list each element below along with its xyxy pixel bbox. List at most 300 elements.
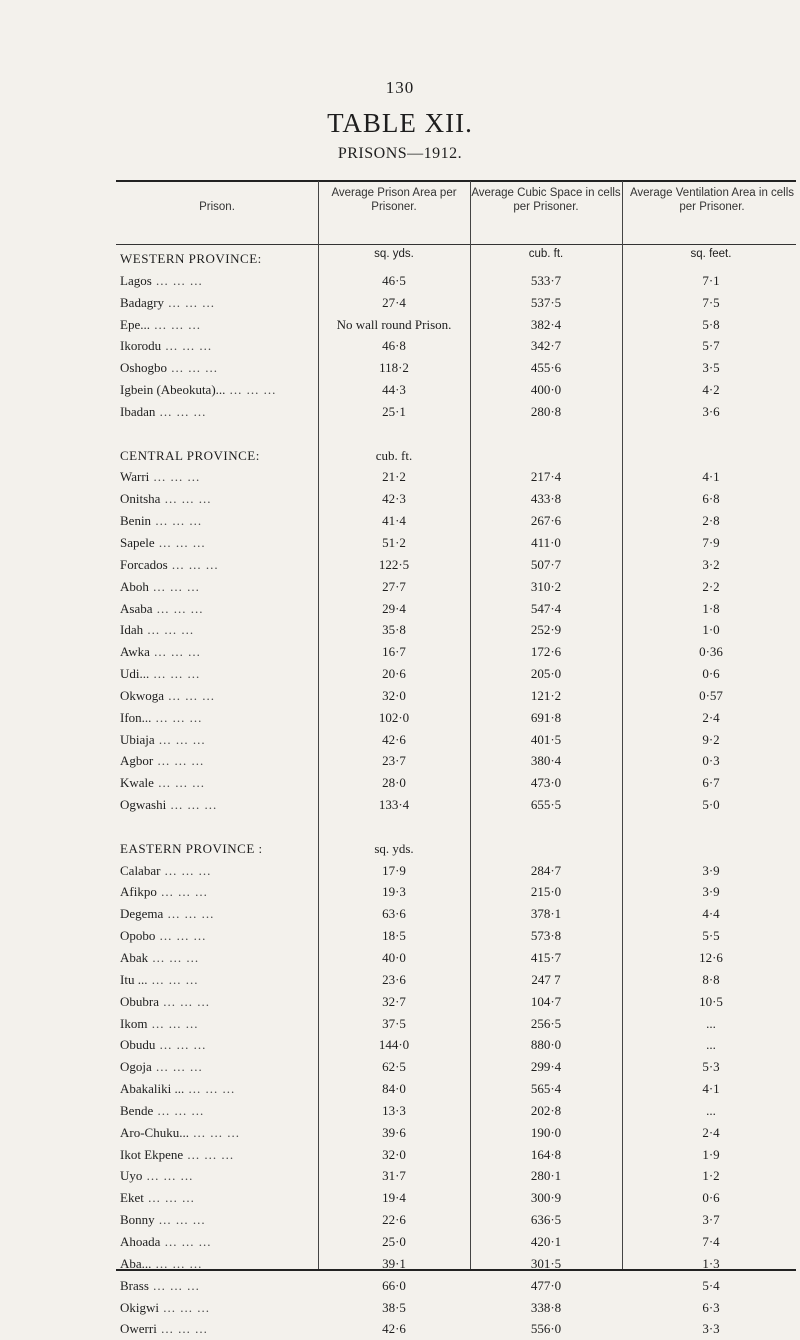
ventilation-area-cell: 7·4 bbox=[702, 1233, 720, 1249]
ventilation-area-cell: 0·57 bbox=[699, 687, 723, 703]
ventilation-area-cell: 2·4 bbox=[702, 1124, 720, 1140]
cubic-space-cell: 256·5 bbox=[530, 1015, 562, 1031]
prison-area-cell: 28·0 bbox=[382, 775, 406, 791]
ventilation-area-cell: 7·1 bbox=[702, 272, 720, 288]
prison-name-text: Onitsha bbox=[120, 491, 161, 507]
cubic-space-cell: 473·0 bbox=[530, 775, 562, 791]
prison-area-cell: 25·1 bbox=[382, 403, 406, 419]
cubic-space-cell: 433·8 bbox=[530, 491, 562, 507]
cubic-space-cell: 300·9 bbox=[530, 1190, 562, 1206]
ventilation-area-cell: 9·2 bbox=[702, 731, 720, 747]
prison-area-cell: 41·4 bbox=[382, 513, 406, 529]
prison-name-text: Badagry bbox=[120, 294, 165, 310]
prison-name bbox=[120, 947, 315, 969]
prison-name bbox=[120, 707, 315, 729]
table-row bbox=[0, 881, 800, 903]
cubic-space-cell: 280·1 bbox=[530, 1168, 562, 1184]
prison-name-text: Degema bbox=[120, 906, 164, 922]
prison-name-text: Aba... bbox=[120, 1255, 152, 1271]
table-row bbox=[0, 1253, 800, 1275]
leader-dots: ... ... ... bbox=[151, 272, 203, 288]
table-row bbox=[0, 991, 800, 1013]
table-row bbox=[0, 1209, 800, 1231]
prison-name-text: Abak bbox=[120, 950, 149, 965]
table-row bbox=[0, 794, 800, 816]
cubic-space-cell: 310·2 bbox=[530, 578, 562, 594]
ventilation-area-cell: 2·4 bbox=[702, 709, 720, 725]
prison-name bbox=[120, 772, 315, 794]
prison-area-cell: 27·4 bbox=[382, 294, 406, 310]
ventilation-area-cell: 5·3 bbox=[702, 1059, 720, 1075]
leader-dots: ... ... ... bbox=[151, 1059, 203, 1075]
cubic-space-cell: 382·4 bbox=[530, 316, 562, 332]
prison-area-cell: 17·9 bbox=[382, 862, 406, 878]
prison-name bbox=[120, 1144, 315, 1166]
prison-area-cell: 16·7 bbox=[382, 644, 406, 660]
table-row bbox=[0, 532, 800, 554]
prison-name-text: Benin bbox=[120, 513, 152, 529]
cubic-space-cell: 411·0 bbox=[531, 534, 561, 550]
prison-name bbox=[120, 1318, 315, 1340]
leader-dots: ... ... ... bbox=[160, 862, 212, 878]
ventilation-area-cell: 8·8 bbox=[702, 971, 720, 987]
table-row bbox=[0, 1013, 800, 1035]
leader-dots: ... ... ... bbox=[188, 1124, 240, 1140]
prison-area-cell: 27·7 bbox=[382, 578, 406, 594]
ventilation-area-cell: 7·9 bbox=[702, 534, 720, 550]
prison-area-cell: 20·6 bbox=[382, 666, 406, 682]
prison-name-text: Lagos bbox=[120, 272, 152, 288]
prison-name bbox=[120, 292, 315, 314]
column-header-area: Average Prison Area per Prisoner. bbox=[331, 187, 457, 213]
table-row bbox=[0, 1056, 800, 1078]
leader-dots: ... ... ... bbox=[161, 338, 213, 354]
cubic-space-cell: cub. ft. bbox=[528, 248, 564, 260]
cubic-space-cell: 400·0 bbox=[530, 382, 562, 398]
prison-name bbox=[120, 1253, 315, 1275]
cubic-space-cell: 172·6 bbox=[530, 644, 562, 660]
prison-name-text: Owerri bbox=[120, 1321, 157, 1337]
prison-area-cell: 23·6 bbox=[382, 971, 406, 987]
prison-area-cell: 44·3 bbox=[382, 382, 406, 398]
ventilation-area-cell: 3·9 bbox=[702, 862, 720, 878]
cubic-space-cell: 247 7 bbox=[531, 971, 561, 987]
cubic-space-cell: 215·0 bbox=[530, 884, 562, 900]
table-row bbox=[0, 357, 800, 379]
prison-name-text: Ubiaja bbox=[120, 731, 155, 747]
prison-name bbox=[120, 510, 315, 532]
cubic-space-cell: 338·8 bbox=[530, 1299, 562, 1315]
prison-area-cell: 22·6 bbox=[382, 1212, 406, 1228]
prison-area-cell: 102·0 bbox=[378, 709, 410, 725]
prison-name bbox=[120, 1275, 315, 1297]
prison-name bbox=[120, 881, 315, 903]
cubic-space-cell: 401·5 bbox=[530, 731, 562, 747]
ventilation-area-cell: 5·8 bbox=[702, 316, 720, 332]
table-row bbox=[0, 576, 800, 598]
cubic-space-cell: 507·7 bbox=[530, 556, 562, 572]
leader-dots: ... ... ... bbox=[164, 294, 216, 310]
ventilation-area-cell: 2·8 bbox=[702, 513, 720, 529]
prison-area-cell: 29·4 bbox=[382, 600, 406, 616]
prison-name-text: Okigwi bbox=[120, 1299, 159, 1315]
ventilation-area-cell: 0·6 bbox=[702, 666, 720, 682]
prison-name-text: CENTRAL PROVINCE: bbox=[120, 447, 260, 463]
region-header-row bbox=[0, 248, 800, 270]
column-header-cubic: Average Cubic Space in cells per Prisoner. bbox=[471, 187, 621, 213]
table-subtitle: PRISONS—1912. bbox=[337, 145, 463, 162]
cubic-space-cell: 190·0 bbox=[530, 1124, 562, 1140]
prison-area-cell: 84·0 bbox=[382, 1081, 406, 1097]
leader-dots: ... ... ... bbox=[151, 709, 203, 725]
table-row bbox=[0, 619, 800, 641]
cubic-space-cell: 533·7 bbox=[530, 272, 562, 288]
prison-area-cell: 23·7 bbox=[382, 753, 406, 769]
table-row bbox=[0, 401, 800, 423]
prison-name bbox=[120, 1056, 315, 1078]
table-row bbox=[0, 903, 800, 925]
prison-area-cell: 18·5 bbox=[382, 928, 406, 944]
prison-name bbox=[120, 750, 315, 772]
table-row bbox=[0, 772, 800, 794]
prison-name bbox=[120, 1209, 315, 1231]
table-row bbox=[0, 1144, 800, 1166]
leader-dots: ... ... ... bbox=[156, 884, 208, 900]
prison-name bbox=[120, 794, 315, 816]
leader-dots: ... ... ... bbox=[149, 644, 201, 660]
prison-name-text: Itu ... bbox=[120, 971, 148, 987]
table-row bbox=[0, 1231, 800, 1253]
table-row bbox=[0, 925, 800, 947]
prison-name bbox=[120, 1034, 315, 1056]
cubic-space-cell: 537·5 bbox=[530, 294, 562, 310]
prison-name bbox=[120, 1122, 315, 1144]
table-row bbox=[0, 1297, 800, 1319]
prison-area-cell: 118·2 bbox=[379, 360, 409, 376]
leader-dots: ... ... ... bbox=[154, 534, 206, 550]
prison-name-text: Aro-Chuku... bbox=[120, 1124, 189, 1140]
prison-name-text: Okwoga bbox=[120, 687, 165, 703]
prison-name-text: Igbein (Abeokuta)... bbox=[120, 382, 226, 398]
ventilation-area-cell: 0·6 bbox=[702, 1190, 720, 1206]
prison-name bbox=[120, 903, 315, 925]
ventilation-area-cell: 4·4 bbox=[702, 906, 720, 922]
prison-name bbox=[120, 991, 315, 1013]
prison-name-text: Awka bbox=[120, 644, 150, 660]
leader-dots: ... ... ... bbox=[149, 666, 201, 682]
prison-name-text: Ogoja bbox=[120, 1059, 152, 1075]
ventilation-area-cell: 1·8 bbox=[702, 600, 720, 616]
ventilation-area-cell: 6·7 bbox=[702, 775, 720, 791]
prison-area-cell: 35·8 bbox=[382, 622, 406, 638]
prison-name bbox=[120, 335, 315, 357]
leader-dots: ... ... ... bbox=[153, 753, 205, 769]
leader-dots: ... ... ... bbox=[147, 971, 199, 987]
prison-name-text: Ikom bbox=[120, 1015, 148, 1031]
cubic-space-cell: 378·1 bbox=[530, 906, 562, 922]
prison-name bbox=[120, 729, 315, 751]
cubic-space-cell: 284·7 bbox=[530, 862, 562, 878]
ventilation-area-cell: ... bbox=[706, 1102, 716, 1118]
prison-name-text: Obudu bbox=[120, 1037, 156, 1053]
leader-dots: ... ... ... bbox=[159, 993, 210, 1009]
cubic-space-cell: 202·8 bbox=[530, 1102, 562, 1118]
prison-area-cell: sq. yds. bbox=[374, 248, 414, 260]
leader-dots: ... ... ... bbox=[154, 1212, 206, 1228]
prison-name bbox=[120, 1165, 315, 1187]
leader-dots: ... ... ... bbox=[153, 1102, 205, 1118]
leader-dots: ... ... ... bbox=[156, 1321, 208, 1337]
table-row bbox=[0, 947, 800, 969]
prison-name-text: Aboh bbox=[120, 578, 149, 594]
leader-dots: ... ... ... bbox=[184, 1081, 236, 1097]
cubic-space-cell: 455·6 bbox=[530, 360, 562, 376]
leader-dots: ... ... ... bbox=[151, 513, 203, 529]
ventilation-area-cell: ... bbox=[706, 1037, 716, 1053]
prison-area-cell: 39·6 bbox=[382, 1124, 406, 1140]
prison-area-cell: 19·4 bbox=[382, 1190, 406, 1206]
prison-area-cell: No wall round Prison. bbox=[336, 316, 452, 332]
prison-name bbox=[120, 860, 315, 882]
prison-name-text: Udi... bbox=[120, 666, 150, 682]
prison-name bbox=[120, 357, 315, 379]
prison-name bbox=[120, 1013, 315, 1035]
leader-dots: ... ... ... bbox=[183, 1146, 235, 1162]
leader-dots: ... ... ... bbox=[160, 1233, 212, 1249]
region-name bbox=[120, 445, 315, 467]
ventilation-area-cell: 5·4 bbox=[702, 1277, 720, 1293]
page-number: 130 bbox=[385, 78, 415, 97]
prison-area-cell: 66·0 bbox=[382, 1277, 406, 1293]
cubic-space-cell: 565·4 bbox=[530, 1081, 562, 1097]
prison-name-text: Kwale bbox=[120, 775, 154, 791]
leader-dots: ... ... ... bbox=[166, 797, 218, 813]
prison-area-cell: 51·2 bbox=[382, 534, 406, 550]
prison-area-cell: 37·5 bbox=[382, 1015, 406, 1031]
prison-name bbox=[120, 685, 315, 707]
prison-area-cell: cub. ft. bbox=[375, 447, 413, 463]
column-header-ventilation: Average Ventilation Area in cells per Prisoner. bbox=[629, 187, 795, 213]
ventilation-area-cell: 4·1 bbox=[702, 469, 720, 485]
prison-area-cell: 21·2 bbox=[382, 469, 406, 485]
leader-dots: ... ... ... bbox=[148, 578, 200, 594]
ventilation-area-cell: 10·5 bbox=[699, 993, 723, 1009]
table-title: TABLE XII. bbox=[327, 108, 473, 138]
prison-name bbox=[120, 270, 315, 292]
prison-name-text: Ikot Ekpene bbox=[120, 1146, 184, 1162]
table-row bbox=[0, 969, 800, 991]
cubic-space-cell: 280·8 bbox=[530, 403, 562, 419]
leader-dots: ... ... ... bbox=[148, 1277, 200, 1293]
prison-name bbox=[120, 554, 315, 576]
prison-area-cell: 46·5 bbox=[382, 272, 406, 288]
leader-dots: ... ... ... bbox=[159, 1299, 210, 1315]
table-row bbox=[0, 270, 800, 292]
prison-area-cell: 42·6 bbox=[382, 1321, 406, 1337]
cubic-space-cell: 299·4 bbox=[530, 1059, 562, 1075]
prison-area-cell: 62·5 bbox=[382, 1059, 406, 1075]
prison-name bbox=[120, 576, 315, 598]
prison-name-text: Obubra bbox=[120, 993, 159, 1009]
ventilation-area-cell: 4·1 bbox=[702, 1081, 720, 1097]
table-row bbox=[0, 335, 800, 357]
ventilation-area-cell: 3·7 bbox=[702, 1212, 720, 1228]
prison-name bbox=[120, 1078, 315, 1100]
table-row bbox=[0, 1100, 800, 1122]
cubic-space-cell: 380·4 bbox=[530, 753, 562, 769]
prison-area-cell: 25·0 bbox=[382, 1233, 406, 1249]
table-row bbox=[0, 860, 800, 882]
leader-dots: ... ... ... bbox=[151, 1255, 203, 1271]
prison-area-cell: 19·3 bbox=[382, 884, 406, 900]
table-row bbox=[0, 488, 800, 510]
prison-name bbox=[120, 401, 315, 423]
cubic-space-cell: 205·0 bbox=[530, 666, 562, 682]
table-body bbox=[0, 248, 800, 1340]
prison-name bbox=[120, 619, 315, 641]
ventilation-area-cell: 3·5 bbox=[702, 360, 720, 376]
prison-name-text: Forcados bbox=[120, 556, 168, 572]
ventilation-area-cell: 1·3 bbox=[702, 1255, 720, 1271]
table-row bbox=[0, 1318, 800, 1340]
table-row bbox=[0, 729, 800, 751]
prison-name bbox=[120, 925, 315, 947]
prison-name bbox=[120, 1231, 315, 1253]
region-name bbox=[120, 248, 315, 270]
ventilation-area-cell: sq. feet. bbox=[690, 248, 732, 260]
leader-dots: ... ... ... bbox=[149, 469, 201, 485]
ventilation-area-cell: 1·9 bbox=[702, 1146, 720, 1162]
prison-area-cell: 32·7 bbox=[382, 993, 406, 1009]
prison-area-cell: 42·3 bbox=[382, 491, 406, 507]
prison-name-text: Asaba bbox=[120, 600, 153, 616]
leader-dots: ... ... ... bbox=[160, 491, 212, 507]
column-header-prison: Prison. bbox=[199, 201, 235, 213]
prison-name-text: Ibadan bbox=[120, 403, 156, 419]
leader-dots: ... ... ... bbox=[147, 1015, 199, 1031]
cubic-space-cell: 104·7 bbox=[530, 993, 562, 1009]
cubic-space-cell: 164·8 bbox=[530, 1146, 562, 1162]
prison-name bbox=[120, 969, 315, 991]
leader-dots: ... ... ... bbox=[143, 622, 195, 638]
table-row bbox=[0, 750, 800, 772]
prison-name bbox=[120, 466, 315, 488]
prison-name-text: Brass bbox=[120, 1277, 149, 1293]
table-row bbox=[0, 1122, 800, 1144]
prison-name-text: Eket bbox=[120, 1190, 144, 1206]
ventilation-area-cell: 5·5 bbox=[702, 928, 720, 944]
prison-name-text: Ikorodu bbox=[120, 338, 162, 354]
leader-dots: ... ... ... bbox=[155, 928, 207, 944]
prison-name bbox=[120, 1187, 315, 1209]
cubic-space-cell: 217·4 bbox=[530, 469, 562, 485]
leader-dots: ... ... ... bbox=[166, 360, 218, 376]
prison-area-cell: 40·0 bbox=[382, 950, 406, 965]
prison-area-cell: 39·1 bbox=[382, 1255, 406, 1271]
leader-dots: ... ... ... bbox=[152, 600, 204, 616]
prison-area-cell: sq. yds. bbox=[374, 840, 414, 856]
prison-name-text: Afikpo bbox=[120, 884, 157, 900]
ventilation-area-cell: 0·3 bbox=[702, 753, 720, 769]
prison-name-text: Warri bbox=[120, 469, 150, 485]
prison-area-cell: 32·0 bbox=[382, 687, 406, 703]
leader-dots: ... ... ... bbox=[155, 403, 207, 419]
table-row bbox=[0, 707, 800, 729]
cubic-space-cell: 636·5 bbox=[530, 1212, 562, 1228]
prison-name bbox=[120, 598, 315, 620]
leader-dots: ... ... ... bbox=[154, 731, 206, 747]
ventilation-area-cell: 6·8 bbox=[702, 491, 720, 507]
leader-dots: ... ... ... bbox=[143, 1190, 195, 1206]
prison-area-cell: 42·6 bbox=[382, 731, 406, 747]
prison-name-text: Sapele bbox=[120, 534, 155, 550]
cubic-space-cell: 547·4 bbox=[530, 600, 562, 616]
region-header-row bbox=[0, 838, 800, 860]
prison-area-cell: 38·5 bbox=[382, 1299, 406, 1315]
leader-dots: ... ... ... bbox=[149, 316, 201, 332]
table-row bbox=[0, 663, 800, 685]
ventilation-area-cell: 2·2 bbox=[702, 578, 720, 594]
table-row bbox=[0, 641, 800, 663]
cubic-space-cell: 121·2 bbox=[530, 687, 562, 703]
cubic-space-cell: 556·0 bbox=[530, 1321, 562, 1337]
ventilation-area-cell: 5·0 bbox=[702, 797, 720, 813]
prison-area-cell: 133·4 bbox=[378, 797, 410, 813]
cubic-space-cell: 267·6 bbox=[530, 513, 562, 529]
top-rule bbox=[116, 180, 796, 182]
ventilation-area-cell: 3·2 bbox=[702, 556, 720, 572]
prison-name-text: Agbor bbox=[120, 753, 154, 769]
table-row bbox=[0, 1187, 800, 1209]
cubic-space-cell: 691·8 bbox=[530, 709, 562, 725]
prison-name-text: WESTERN PROVINCE: bbox=[120, 251, 262, 266]
leader-dots: ... ... ... bbox=[167, 556, 219, 572]
cubic-space-cell: 420·1 bbox=[530, 1233, 562, 1249]
prison-area-cell: 144·0 bbox=[378, 1037, 410, 1053]
leader-dots: ... ... ... bbox=[148, 950, 200, 965]
prison-name-text: Calabar bbox=[120, 862, 161, 878]
cubic-space-cell: 655·5 bbox=[530, 797, 562, 813]
table-row bbox=[0, 1078, 800, 1100]
prison-name-text: EASTERN PROVINCE : bbox=[120, 840, 263, 856]
cubic-space-cell: 252·9 bbox=[530, 622, 562, 638]
ventilation-area-cell: 12·6 bbox=[699, 950, 723, 965]
row-spacer bbox=[0, 423, 800, 445]
prison-name-text: Ahoada bbox=[120, 1233, 161, 1249]
ventilation-area-cell: 0·36 bbox=[699, 644, 723, 660]
table-row bbox=[0, 292, 800, 314]
table-row bbox=[0, 314, 800, 336]
prison-area-cell: 32·0 bbox=[382, 1146, 406, 1162]
ventilation-area-cell: 4·2 bbox=[702, 382, 720, 398]
table-row bbox=[0, 554, 800, 576]
table-row bbox=[0, 598, 800, 620]
cubic-space-cell: 342·7 bbox=[530, 338, 562, 354]
cubic-space-cell: 415·7 bbox=[530, 950, 562, 965]
table-row bbox=[0, 1275, 800, 1297]
table-row bbox=[0, 510, 800, 532]
prison-name bbox=[120, 1297, 315, 1319]
prison-name-text: Epe... bbox=[120, 316, 150, 332]
prison-area-cell: 31·7 bbox=[382, 1168, 406, 1184]
ventilation-area-cell: ... bbox=[706, 1015, 716, 1031]
ventilation-area-cell: 3·6 bbox=[702, 403, 720, 419]
ventilation-area-cell: 1·0 bbox=[702, 622, 720, 638]
leader-dots: ... ... ... bbox=[155, 1037, 207, 1053]
cubic-space-cell: 880·0 bbox=[530, 1037, 562, 1053]
leader-dots: ... ... ... bbox=[163, 906, 215, 922]
prison-name-text: Opobo bbox=[120, 928, 156, 944]
